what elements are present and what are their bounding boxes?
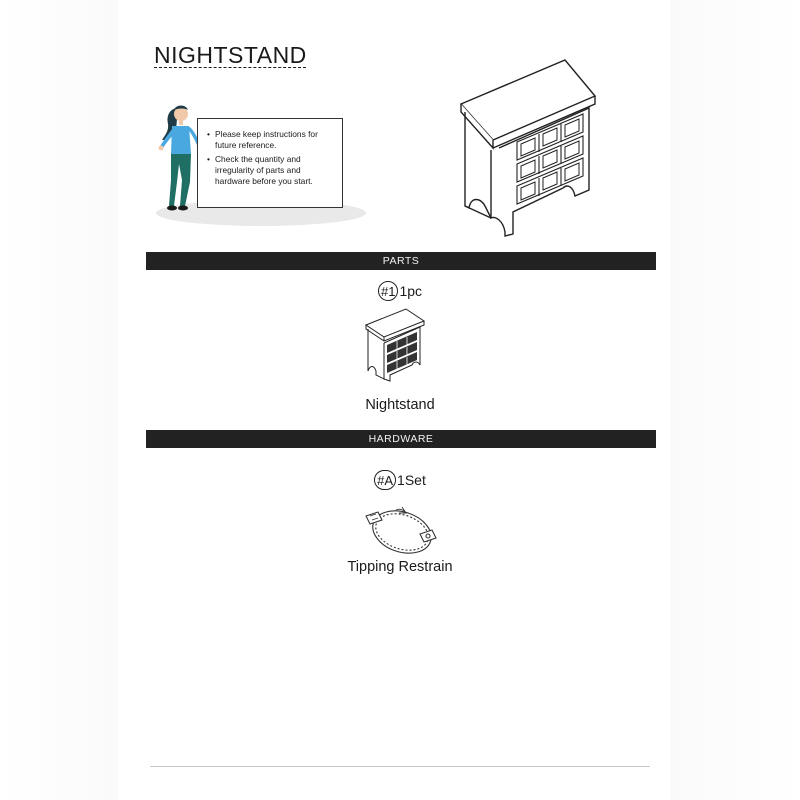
footer-divider	[150, 766, 650, 767]
instructions-note	[197, 118, 343, 208]
part-number-badge: #1	[378, 281, 398, 301]
hardware-quantity	[0, 470, 800, 490]
page-title: NIGHTSTAND	[154, 42, 307, 68]
parts-section-header: PARTS	[146, 252, 656, 270]
part-name: Nightstand	[365, 397, 435, 413]
hardware-section-header: HARDWARE	[146, 430, 656, 448]
hardware-quantity-text: 1Set	[397, 472, 426, 488]
parts-quantity	[0, 281, 800, 301]
part-quantity-text: 1pc	[399, 283, 423, 299]
note-item: • Check the quantity and irregularity of parts and hardware before you start.	[215, 154, 334, 187]
hardware-name: Tipping Restrain	[347, 559, 453, 575]
hardware-letter-badge: #A	[374, 470, 396, 490]
tipping-restraint-icon	[356, 504, 446, 560]
note-item: • Please keep instructions for future reference.	[215, 129, 334, 151]
nightstand-part-icon	[362, 307, 428, 383]
nightstand-drawing-icon	[455, 56, 600, 241]
